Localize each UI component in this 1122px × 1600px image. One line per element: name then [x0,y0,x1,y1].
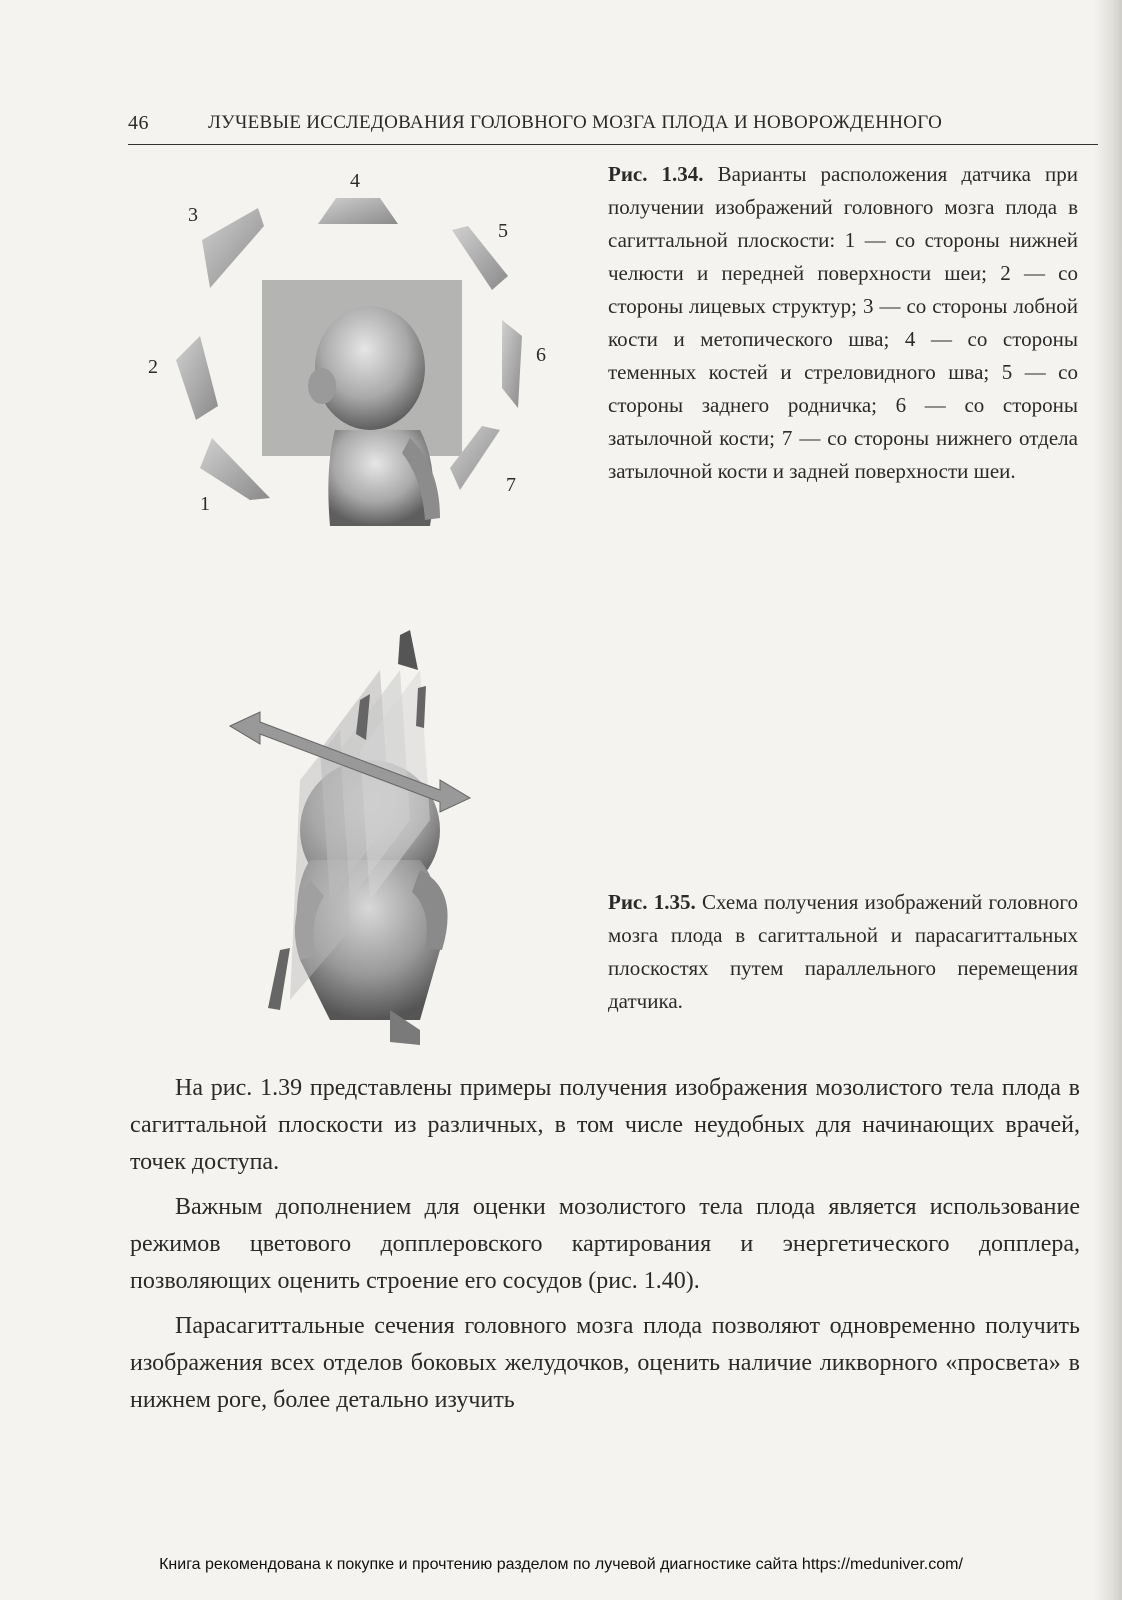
probe-low [268,948,290,1010]
paragraph: Парасагиттальные сечения головного мозга плода позволяют одновременно получить изображения всех отделов боковых желудочков, оценить наличие ликворного «просвета» в нижнем роге, более детально изучить [130,1313,1080,1413]
caption-text: Варианты расположения датчика при получении изображений головного мозга плода в сагиттальной плоскости: 1 — со стороны нижней челюсти и передней поверхности шеи; 2 — со стороны лицевых структур; 3 — со стороны лобной кости и метопического шва; 4 — со стороны теменных костей и стреловидного шва; 5 — со стороны заднего родничка; 6 — со стороны затылочной кости; 7 — со стороны нижнего отдела затылочной кости и задней поверхности шеи. [608,162,1079,483]
page-number: 46 [128,112,149,134]
probe-label-4: 4 [350,170,360,192]
probe-4 [318,198,398,224]
paragraph: На рис. 1.39 представлены примеры получения изображения мозолистого тела плода в сагиттальной плоскости из различных, в том числе неудобных для начинающих врачей, точек доступа. [130,1075,1080,1175]
baby-head [315,306,425,430]
caption-label: Рис. 1.35. [608,890,696,914]
running-title: ЛУЧЕВЫЕ ИССЛЕДОВАНИЯ ГОЛОВНОГО МОЗГА ПЛОДА И НОВОРОЖДЕННОГО [208,112,943,133]
baby-face [308,368,336,404]
caption-label: Рис. 1.34. [608,162,704,186]
probe-label-5: 5 [498,220,508,242]
figure-1-35-caption [608,886,1078,1018]
probe-1 [200,438,270,500]
probe-label-7: 7 [506,474,516,496]
figure-1-34 [140,168,580,538]
probe-3 [202,208,264,288]
probe-6 [502,320,522,408]
probe-label-2: 2 [148,356,158,378]
paragraph: Важным дополнением для оценки мозолистого тела плода является использование режимов цветового допплеровского картирования и энергетического допплера, позволяющих оценить строение его сосудов (рис. 1.40). [130,1194,1080,1294]
figure-1-35 [220,630,510,1070]
page-edge-shadow [1094,0,1122,1600]
probe-2 [176,336,218,420]
probe-label-3: 3 [188,204,198,226]
footer-note: Книга рекомендована к покупке и прочтению разделом по лучевой диагностике сайта https://meduniver.com/ [159,1556,963,1573]
caption-text: Схема получения изображений головного мозга плода в сагиттальной и парасагиттальных плоскостях путем параллельного перемещения датчика. [608,890,1079,1013]
figure-1-34-caption [608,158,1078,488]
probe-label-6: 6 [536,344,546,366]
body-text [130,1070,1080,1427]
running-header [128,108,1098,145]
probe-label-1: 1 [200,493,210,515]
figure-1-35-illustration [220,630,510,1070]
probe-top [398,630,418,670]
